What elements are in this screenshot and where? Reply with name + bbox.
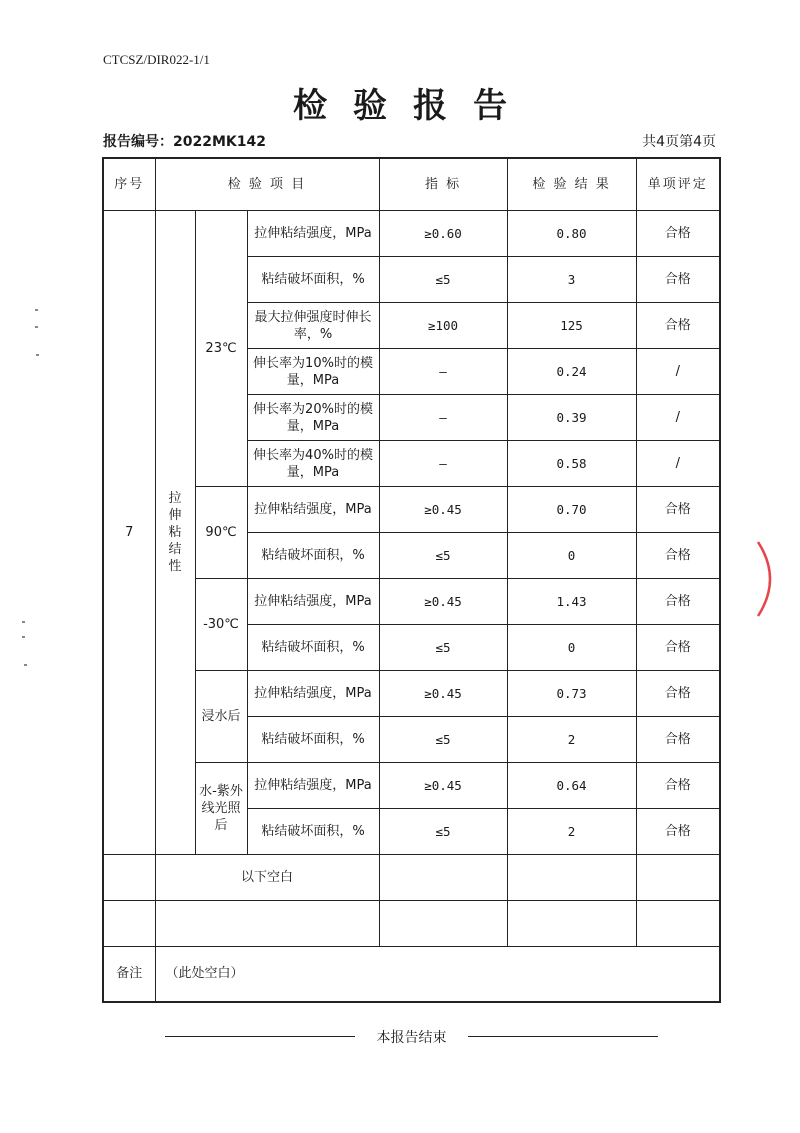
report-title: 检验报告	[293, 86, 533, 126]
verdict-cell: 合格	[636, 487, 720, 533]
result-cell: 2	[507, 717, 636, 763]
result-cell: 125	[507, 303, 636, 349]
spec-cell: ≤5	[379, 809, 507, 855]
table-row	[103, 487, 720, 533]
group-char: 粘	[168, 525, 182, 540]
remarks-label: 备注	[103, 947, 155, 1002]
empty-cell	[507, 855, 636, 901]
result-cell: 0.24	[507, 349, 636, 395]
condition-uv: 水-紫外线光照后	[195, 763, 247, 855]
condition-90c: 90℃	[195, 487, 247, 579]
spec-cell: ≤5	[379, 717, 507, 763]
verdict-cell: 合格	[636, 533, 720, 579]
col-verdict-header: 单项评定	[636, 158, 720, 211]
report-end-text: 本报告结束	[376, 1030, 447, 1046]
item-cell: 粘结破坏面积，%	[247, 625, 379, 671]
spec-cell: ≤5	[379, 533, 507, 579]
spec-cell: ≥0.45	[379, 579, 507, 625]
item-cell: 拉伸粘结强度，MPa	[247, 487, 379, 533]
result-cell: 0.73	[507, 671, 636, 717]
seq-number-cell: 7	[103, 211, 155, 855]
spec-cell: ≤5	[379, 257, 507, 303]
empty-cell	[636, 855, 720, 901]
spec-cell: —	[379, 441, 507, 487]
verdict-cell: 合格	[636, 763, 720, 809]
item-cell: 最大拉伸强度时伸长率，%	[247, 303, 379, 349]
result-cell: 0	[507, 533, 636, 579]
item-cell: 拉伸粘结强度，MPa	[247, 763, 379, 809]
result-cell: 0	[507, 625, 636, 671]
group-label-cell	[155, 211, 195, 855]
item-cell: 粘结破坏面积，%	[247, 717, 379, 763]
result-cell: 0.64	[507, 763, 636, 809]
verdict-cell: /	[636, 395, 720, 441]
item-cell: 拉伸粘结强度，MPa	[247, 579, 379, 625]
remarks-value: （此处空白）	[155, 947, 720, 1002]
table-header-row	[103, 158, 720, 211]
item-cell: 粘结破坏面积，%	[247, 257, 379, 303]
result-cell: 2	[507, 809, 636, 855]
remarks-row	[103, 947, 720, 1002]
spec-cell: ≥0.60	[379, 211, 507, 257]
item-cell: 伸长率为20%时的模量，MPa	[247, 395, 379, 441]
col-seq-header: 序号	[103, 158, 155, 211]
verdict-cell: 合格	[636, 257, 720, 303]
verdict-cell: 合格	[636, 303, 720, 349]
spec-cell: ≥100	[379, 303, 507, 349]
red-seal-edge	[748, 538, 778, 620]
verdict-cell: 合格	[636, 579, 720, 625]
group-char: 拉	[168, 491, 182, 506]
report-end-divider	[0, 1027, 800, 1047]
report-number: 报告编号：2022MK142	[103, 134, 266, 150]
group-char: 性	[168, 559, 182, 574]
verdict-cell: 合格	[636, 211, 720, 257]
item-cell: 拉伸粘结强度，MPa	[247, 211, 379, 257]
condition-water: 浸水后	[195, 671, 247, 763]
item-cell: 拉伸粘结强度，MPa	[247, 671, 379, 717]
verdict-cell: /	[636, 441, 720, 487]
condition-23c: 23℃	[195, 211, 247, 487]
col-result-header: 检 验 结 果	[507, 158, 636, 211]
empty-cell	[103, 901, 155, 947]
table-row	[103, 763, 720, 809]
group-char: 伸	[168, 508, 182, 523]
spec-cell: ≥0.45	[379, 763, 507, 809]
empty-cell	[379, 901, 507, 947]
empty-cell	[379, 855, 507, 901]
verdict-cell: 合格	[636, 809, 720, 855]
item-cell: 粘结破坏面积，%	[247, 533, 379, 579]
page-info: 共4页第4页	[642, 134, 716, 150]
verdict-cell: 合格	[636, 671, 720, 717]
condition-minus30c: -30℃	[195, 579, 247, 671]
spec-cell: —	[379, 395, 507, 441]
empty-cell	[636, 901, 720, 947]
item-cell: 伸长率为10%时的模量，MPa	[247, 349, 379, 395]
result-cell: 0.39	[507, 395, 636, 441]
empty-cell	[507, 901, 636, 947]
result-cell: 0.58	[507, 441, 636, 487]
blank-note-row	[103, 855, 720, 901]
document-code: CTCSZ/DIR022-1/1	[103, 52, 210, 67]
divider-line	[468, 1036, 658, 1037]
inspection-table	[102, 157, 721, 1003]
result-cell: 1.43	[507, 579, 636, 625]
empty-cell	[155, 901, 379, 947]
spec-cell: ≥0.45	[379, 671, 507, 717]
spec-cell: ≥0.45	[379, 487, 507, 533]
result-cell: 3	[507, 257, 636, 303]
verdict-cell: 合格	[636, 717, 720, 763]
item-cell: 粘结破坏面积，%	[247, 809, 379, 855]
spec-cell: ≤5	[379, 625, 507, 671]
table-row	[103, 579, 720, 625]
empty-row	[103, 901, 720, 947]
table-row	[103, 671, 720, 717]
verdict-cell: /	[636, 349, 720, 395]
col-item-header: 检 验 项 目	[155, 158, 379, 211]
result-cell: 0.70	[507, 487, 636, 533]
spec-cell: —	[379, 349, 507, 395]
result-cell: 0.80	[507, 211, 636, 257]
col-spec-header: 指 标	[379, 158, 507, 211]
empty-cell	[103, 855, 155, 901]
divider-line	[165, 1036, 355, 1037]
item-cell: 伸长率为40%时的模量，MPa	[247, 441, 379, 487]
group-char: 结	[168, 542, 182, 557]
blank-note: 以下空白	[155, 855, 379, 901]
verdict-cell: 合格	[636, 625, 720, 671]
table-row	[103, 211, 720, 257]
